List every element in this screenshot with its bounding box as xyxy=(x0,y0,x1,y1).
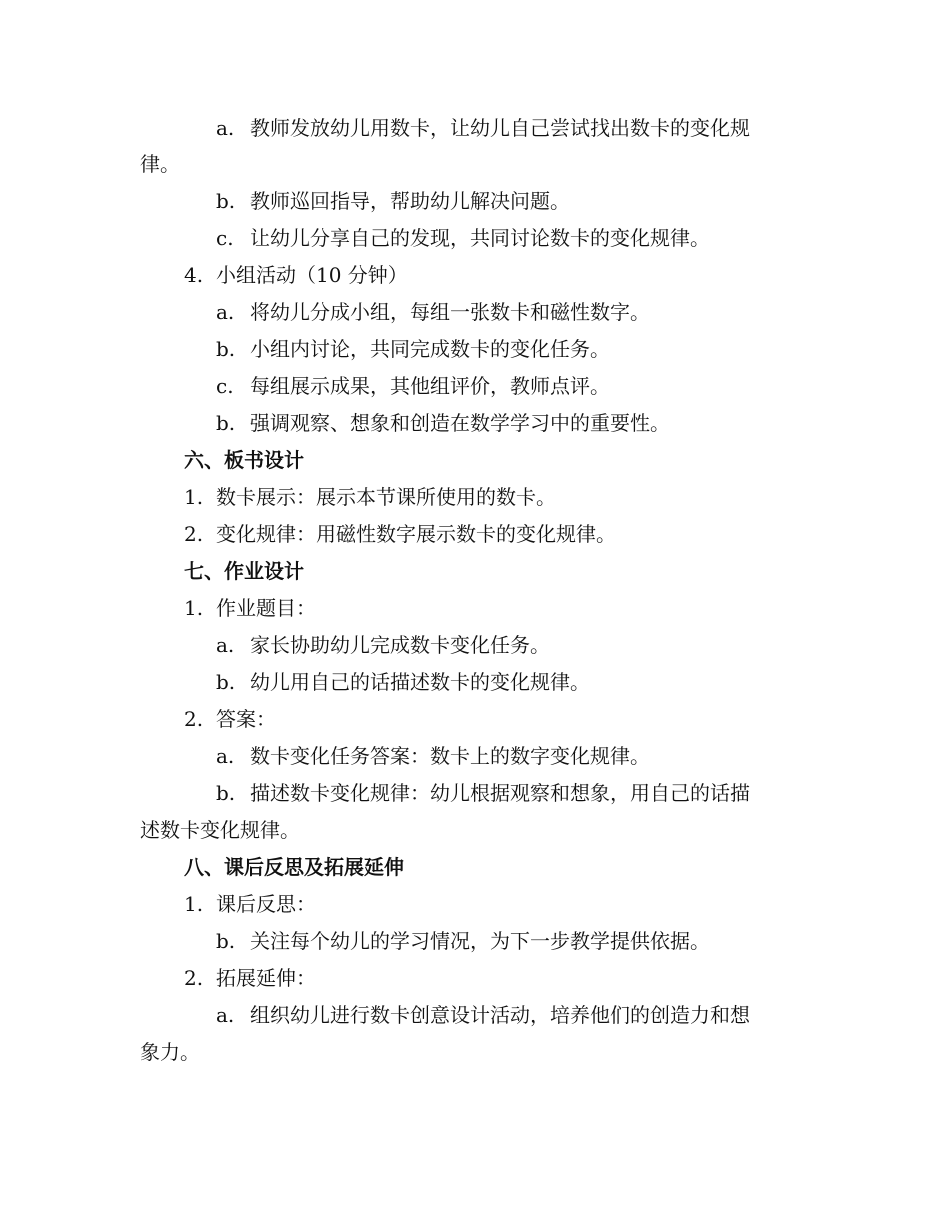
numbered-item xyxy=(184,484,844,510)
paragraph-item xyxy=(216,1002,876,1028)
section-heading: 八、课后反思及拓展延伸 xyxy=(184,855,404,879)
item-text: 答案： xyxy=(216,707,276,731)
item-marker: 2. xyxy=(184,966,204,990)
item-text: 律。 xyxy=(140,152,180,176)
section-heading: 六、板书设计 xyxy=(184,448,304,472)
item-text: 数卡展示：展示本节课所使用的数卡。 xyxy=(216,485,556,509)
item-text: 组织幼儿进行数卡创意设计活动，培养他们的创造力和想 xyxy=(250,1003,750,1027)
item-text: 教师发放幼儿用数卡，让幼儿自己尝试找出数卡的变化规 xyxy=(250,116,750,140)
item-marker: 2. xyxy=(184,707,204,731)
paragraph-item xyxy=(216,743,876,769)
item-marker: b. xyxy=(216,781,236,805)
item-marker: 2. xyxy=(184,522,204,546)
item-text: 小组内讨论，共同完成数卡的变化任务。 xyxy=(250,337,610,361)
item-text: 描述数卡变化规律：幼儿根据观察和想象，用自己的话描 xyxy=(250,781,750,805)
item-marker: 1. xyxy=(184,485,204,509)
item-marker: a. xyxy=(216,1003,235,1027)
item-marker: a. xyxy=(216,116,235,140)
numbered-item xyxy=(184,706,844,732)
item-marker: a. xyxy=(216,633,235,657)
item-text: 家长协助幼儿完成数卡变化任务。 xyxy=(250,633,550,657)
item-text: 幼儿用自己的话描述数卡的变化规律。 xyxy=(250,670,590,694)
paragraph-continuation xyxy=(140,151,800,177)
item-marker: b. xyxy=(216,670,236,694)
paragraph-continuation xyxy=(140,817,800,843)
paragraph-item xyxy=(216,669,876,695)
item-text: 作业题目： xyxy=(216,596,316,620)
item-marker: c. xyxy=(216,374,234,398)
item-marker: b. xyxy=(216,929,236,953)
item-marker: b. xyxy=(216,411,236,435)
item-text: 述数卡变化规律。 xyxy=(140,818,300,842)
section-heading: 七、作业设计 xyxy=(184,559,304,583)
paragraph-item xyxy=(216,188,876,214)
paragraph-item xyxy=(216,928,876,954)
numbered-item xyxy=(184,521,844,547)
paragraph-item xyxy=(216,373,876,399)
paragraph-item xyxy=(216,336,876,362)
paragraph-item xyxy=(216,410,876,436)
numbered-item xyxy=(184,891,844,917)
item-text: 小组活动（10 分钟） xyxy=(216,263,408,287)
item-marker: c. xyxy=(216,226,234,250)
item-text: 象力。 xyxy=(140,1040,200,1064)
numbered-item xyxy=(184,595,844,621)
numbered-item xyxy=(184,965,844,991)
item-marker: b. xyxy=(216,337,236,361)
item-text: 让幼儿分享自己的发现，共同讨论数卡的变化规律。 xyxy=(250,226,710,250)
paragraph-item xyxy=(216,632,876,658)
item-marker: 4. xyxy=(184,263,204,287)
numbered-item xyxy=(184,262,844,288)
paragraph-item xyxy=(216,225,876,251)
item-text: 每组展示成果，其他组评价，教师点评。 xyxy=(250,374,610,398)
item-marker: a. xyxy=(216,744,235,768)
item-text: 拓展延伸： xyxy=(216,966,316,990)
paragraph-item xyxy=(216,115,876,141)
item-text: 将幼儿分成小组，每组一张数卡和磁性数字。 xyxy=(250,300,650,324)
item-marker: 1. xyxy=(184,596,204,620)
item-text: 关注每个幼儿的学习情况，为下一步教学提供依据。 xyxy=(250,929,710,953)
item-text: 教师巡回指导，帮助幼儿解决问题。 xyxy=(250,189,570,213)
item-marker: b. xyxy=(216,189,236,213)
item-text: 课后反思： xyxy=(216,892,316,916)
item-text: 变化规律：用磁性数字展示数卡的变化规律。 xyxy=(216,522,616,546)
paragraph-item xyxy=(216,299,876,325)
paragraph-continuation xyxy=(140,1039,800,1065)
item-text: 数卡变化任务答案：数卡上的数字变化规律。 xyxy=(250,744,650,768)
item-marker: a. xyxy=(216,300,235,324)
item-marker: 1. xyxy=(184,892,204,916)
paragraph-item xyxy=(216,780,876,806)
item-text: 强调观察、想象和创造在数学学习中的重要性。 xyxy=(250,411,670,435)
